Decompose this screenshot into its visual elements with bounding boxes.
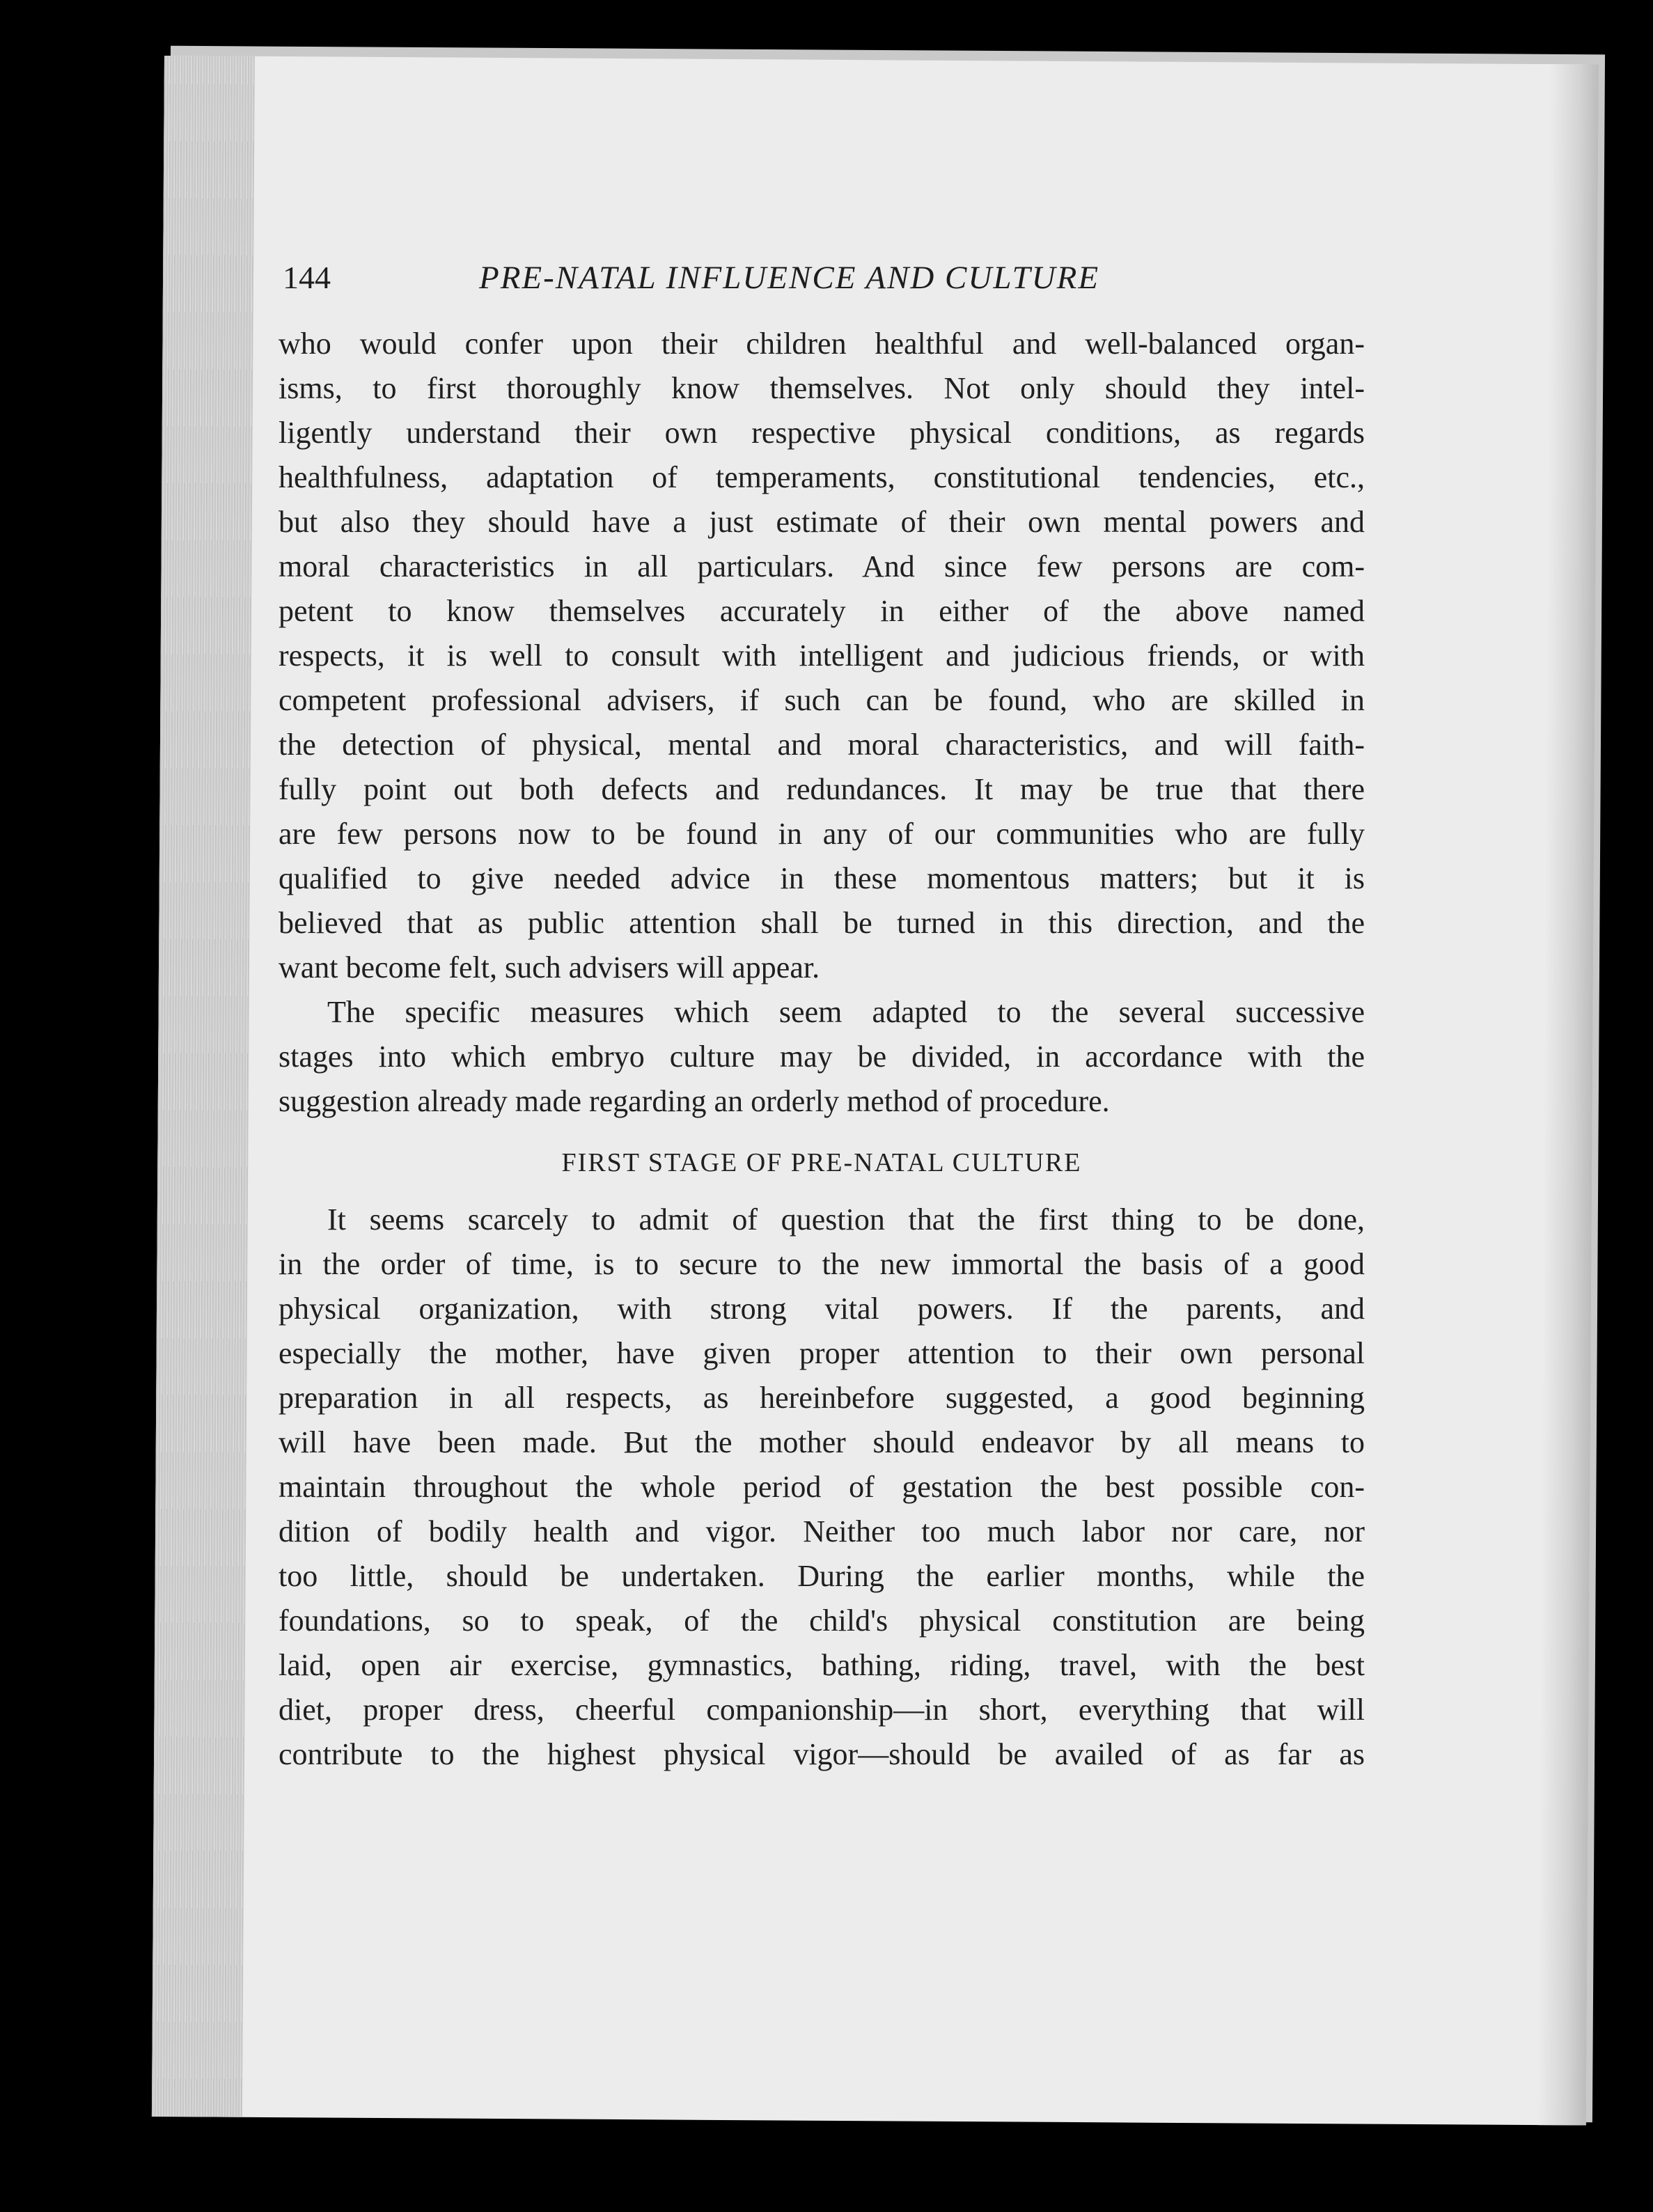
text-line: will have been made. But the mother should endeavor by all means to <box>279 1425 1365 1459</box>
text-line: believed that as public attention shall be turned in this direction, and the <box>279 906 1365 940</box>
text-line: ligently understand their own respective physical conditions, as regards <box>279 416 1365 450</box>
text-line: isms, to first thoroughly know themselves. Not only should they intel- <box>279 371 1365 405</box>
text-line: healthfulness, adaptation of temperaments, constitutional tendencies, etc., <box>279 460 1365 494</box>
text-line: petent to know themselves accurately in either of the above named <box>279 594 1365 628</box>
text-line: in the order of time, is to secure to the new immortal the basis of a good <box>279 1247 1365 1281</box>
paragraph <box>279 322 1365 990</box>
paragraph <box>279 1198 1365 1777</box>
text-line: especially the mother, have given proper attention to their own personal <box>279 1336 1365 1370</box>
text-line: suggestion already made regarding an orderly method of procedure. <box>279 1084 1110 1118</box>
paragraph <box>279 990 1365 1124</box>
text-line: competent professional advisers, if such can be found, who are skilled in <box>279 683 1365 717</box>
text-line: maintain throughout the whole period of gestation the best possible con- <box>279 1470 1365 1504</box>
text-line: but also they should have a just estimate of their own mental powers and <box>279 505 1365 539</box>
text-line: respects, it is well to consult with intelligent and judicious friends, or with <box>279 638 1365 673</box>
text-line: too little, should be undertaken. During the earlier months, while the <box>279 1559 1365 1593</box>
text-line: the detection of physical, mental and moral characteristics, and will faith- <box>279 728 1365 762</box>
text-line: are few persons now to be found in any of our communities who are fully <box>279 817 1365 851</box>
running-title: PRE-NATAL INFLUENCE AND CULTURE <box>479 260 1100 296</box>
text-line: fully point out both defects and redundances. It may be true that there <box>279 772 1365 806</box>
page-number: 144 <box>283 260 331 295</box>
text-line: foundations, so to speak, of the child's physical constitution are being <box>279 1603 1365 1638</box>
text-line: physical organization, with strong vital powers. If the parents, and <box>279 1292 1365 1326</box>
text-line: preparation in all respects, as hereinbefore suggested, a good beginning <box>279 1381 1365 1415</box>
text-line: qualified to give needed advice in these momentous matters; but it is <box>279 861 1365 895</box>
text-line: diet, proper dress, cheerful companionship—in short, everything that will <box>279 1693 1365 1727</box>
body-text <box>279 322 1365 1777</box>
page-edges <box>152 56 255 2117</box>
text-line: contribute to the highest physical vigor—should be availed of as far as <box>279 1737 1365 1771</box>
text-line: want become felt, such advisers will appear. <box>279 950 820 985</box>
text-line: The specific measures which seem adapted to the several successive <box>327 995 1365 1029</box>
text-line: It seems scarcely to admit of question that the first thing to be done, <box>327 1202 1365 1237</box>
running-header <box>283 259 1376 322</box>
text-line: dition of bodily health and vigor. Neither too much labor nor care, nor <box>279 1514 1365 1548</box>
text-line: who would confer upon their children healthful and well-balanced organ- <box>279 327 1365 361</box>
text-line: moral characteristics in all particulars. And since few persons are com- <box>279 549 1365 583</box>
section-heading: FIRST STAGE OF PRE-NATAL CULTURE <box>561 1148 1082 1177</box>
text-line: laid, open air exercise, gymnastics, bathing, riding, travel, with the best <box>279 1648 1365 1682</box>
text-line: stages into which embryo culture may be divided, in accordance with the <box>279 1040 1365 1074</box>
